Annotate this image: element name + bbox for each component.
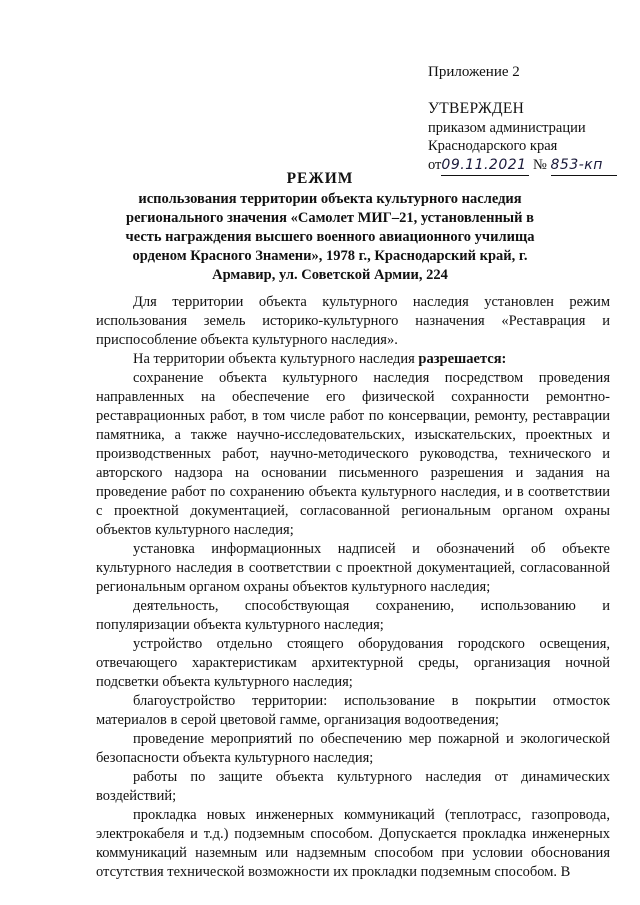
document-title: РЕЖИМ (286, 170, 354, 187)
handwritten-date: 09.11.2021 (441, 155, 529, 176)
approved-line-region: Краснодарского края (428, 138, 558, 154)
paragraph: установка информационных надписей и обозначений об объекте культурного наследия в соответствии с проектной документацией, согласованной региональным органом охраны объектов культурного наследия; (96, 541, 610, 595)
paragraph: прокладка новых инженерных коммуникаций (теплотрасс, газопровода, электрокабеля и т.д.) подземным способом. Допускается прокладка инженерных коммуникаций наземным или надземным способом при условии обоснования отсутствия технической возможности их прокладки подземным способом. В (96, 807, 610, 880)
paragraph: деятельность, способствующая сохранению, использованию и популяризации объекта культурного наследия; (96, 598, 610, 633)
document-subtitle: использования территории объекта культурного наследия регионального значения «Самолет МИГ–21, установленный в честь награждения высшего военного авиационного училища орденом Красного Знамени», 1978 г., Краснодарский край, г. Армавир, ул. Советской Армии, 224 (125, 191, 535, 283)
date-prefix: от (428, 157, 442, 173)
paragraph-permitted-intro: На территории объекта культурного наследия разрешается: (133, 351, 507, 367)
approved-line-order: приказом администрации (428, 120, 586, 136)
paragraph: сохранение объекта культурного наследия посредством проведения направленных на обеспечение его физической сохранности ремонтно-реставрационных работ, в том числе работ по консервации, ремонту, реставрации памятника, а также научно-исследовательских, изыскательских, проектных и производственных работ, научно-методического руководства, технического и авторского надзора на основании письменного разрешения и задания на проведение работ по сохранению объекта культурного наследия, и в соответствии с проектной документацией, согласованной региональным органом охраны объектов культурного наследия; (96, 370, 610, 538)
document-body (96, 293, 610, 882)
approved-heading: УТВЕРЖДЕН (428, 100, 525, 117)
number-label: № (533, 157, 547, 173)
handwritten-number: 853-кп (551, 155, 617, 176)
paragraph: проведение мероприятий по обеспечению мер пожарной и экологической безопасности объекта культурного наследия; (96, 731, 610, 766)
permitted-keyword: разрешается: (418, 351, 507, 367)
approval-block (428, 99, 617, 176)
paragraph: благоустройство территории: использование в покрытии отмосток материалов в серой цветовой гамме, организация водоотведения; (96, 693, 610, 728)
paragraph: устройство отдельно стоящего оборудования городского освещения, отвечающего характеристикам архитектурной среды, организация ночной подсветки объекта культурного наследия; (96, 636, 610, 690)
paragraph: Для территории объекта культурного наследия установлен режим использования земель историко-культурного назначения «Реставрация и приспособление объекта культурного наследия». (96, 294, 610, 348)
appendix-label: Приложение 2 (428, 64, 520, 80)
paragraph: работы по защите объекта культурного наследия от динамических воздействий; (96, 769, 610, 804)
